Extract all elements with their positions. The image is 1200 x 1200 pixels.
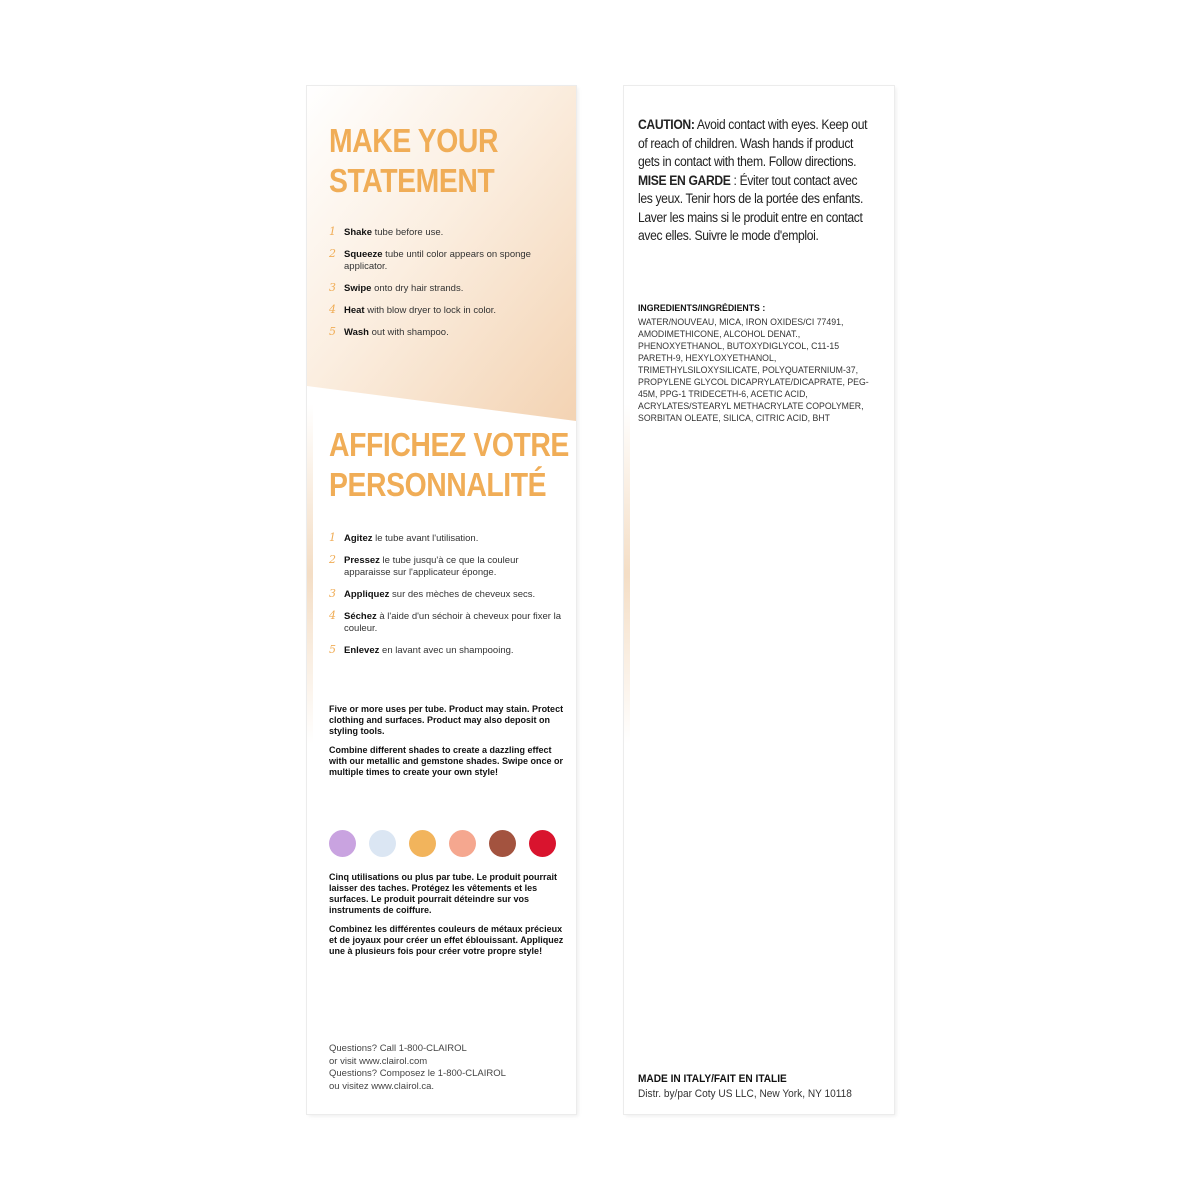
step-verb: Agitez [344, 533, 373, 544]
steps-list-fr [329, 533, 564, 667]
step-number: 4 [329, 303, 336, 316]
note-text: Combine different shades to create a dazzling effect with our metallic and gemstone shades. Swipe once or multiple times to create your own style! [329, 745, 564, 777]
contact-line: or visit www.clairol.com [329, 1055, 428, 1067]
step-item [329, 555, 564, 579]
step-verb: Squeeze [344, 249, 383, 260]
headline-fr: AFFICHEZ VOTRE PERSONNALITÉ [329, 426, 569, 503]
contact-line: ou visitez www.clairol.ca. [329, 1080, 435, 1092]
origin-info [638, 1072, 870, 1102]
step-text: en lavant avec un shampooing. [379, 645, 514, 656]
caution-body-en: Avoid contact with eyes. Keep out of reach of children. Wash hands if product gets in contact with them. Follow directions. [638, 117, 868, 169]
contact-info [329, 1043, 569, 1093]
step-verb: Enlevez [344, 645, 380, 656]
note-text: Five or more uses per tube. Product may stain. Protect clothing and surfaces. Product may also deposit on styling tools. [329, 704, 564, 736]
step-text: tube until color appears on sponge applicator. [344, 249, 531, 272]
step-verb: Swipe [344, 283, 372, 294]
usage-notes-en [329, 704, 567, 786]
note-text: Cinq utilisations ou plus par tube. Le produit pourrait laisser des taches. Protégez les vêtements et les surfaces. Le produit pourrait déteindre sur vos instruments de coiffure. [329, 872, 557, 915]
glitter-strip [307, 404, 313, 744]
shade-swatch [369, 830, 396, 857]
step-number: 1 [329, 225, 336, 238]
headline-en: MAKE YOUR STATEMENT [329, 122, 499, 199]
step-item [329, 533, 564, 545]
step-verb: Séchez [344, 611, 377, 622]
ingredients-list: WATER/NOUVEAU, MICA, IRON OXIDES/CI 77491, AMODIMETHICONE, ALCOHOL DENAT., PHENOXYETHANOL, BUTOXYDIGLYCOL, C11-15 PARETH-9, HEXYLOXYETHANOL, TRIMETHYLSILOXYSILICATE, POLYQUATERNIUM-37, PROPYLENE GLYCOL DICAPRYLATE/DICAPRATE, PEG-45M, PPG-1 TRIDECETH-6, ACETIC ACID, ACRYLATES/STEARYL METHACRYLATE COPOLYMER, SORBITAN OLEATE, SILICA, CITRIC ACID, BHT [638, 317, 869, 424]
steps-list-en [329, 227, 564, 349]
shade-swatch [489, 830, 516, 857]
right-side-panel [624, 86, 894, 1114]
step-verb: Pressez [344, 555, 380, 566]
step-item [329, 283, 564, 295]
caution-text [638, 116, 868, 246]
contact-line: Questions? Composez le 1-800-CLAIROL [329, 1068, 506, 1079]
step-verb: Heat [344, 305, 365, 316]
shade-swatch [449, 830, 476, 857]
made-in-label: MADE IN ITALY/FAIT EN ITALIE [638, 1073, 787, 1085]
step-text: out with shampoo. [368, 327, 449, 338]
step-number: 2 [329, 247, 336, 260]
step-text: le tube jusqu'à ce que la couleur apparaisse sur l'applicateur éponge. [344, 555, 519, 578]
step-text: with blow dryer to lock in color. [364, 305, 497, 316]
step-text: le tube avant l'utilisation. [372, 533, 479, 544]
caution-body-fr: : Éviter tout contact avec les yeux. Tenir hors de la portée des enfants. Laver les mains si le produit entre en contact avec elles. Suivre le mode d'emploi. [638, 172, 864, 243]
step-text: onto dry hair strands. [371, 283, 464, 294]
step-number: 5 [329, 643, 336, 656]
note-text: Combinez les différentes couleurs de métaux précieux et de joyaux pour créer un effet éblouissant. Appliquez une à plusieurs fois pour créer votre propre style! [329, 924, 564, 956]
glitter-strip [624, 404, 630, 744]
step-item [329, 305, 564, 317]
distributor-line: Distr. by/par Coty US LLC, New York, NY 10118 [638, 1088, 852, 1100]
step-verb: Appliquez [344, 589, 390, 600]
shade-swatch [329, 830, 356, 857]
step-number: 1 [329, 531, 336, 544]
step-text: à l'aide d'un séchoir à cheveux pour fixer la couleur. [344, 611, 561, 634]
step-text: tube before use. [372, 227, 444, 238]
step-number: 4 [329, 609, 336, 622]
shade-swatch [409, 830, 436, 857]
ingredients-title: INGREDIENTS/INGRÉDIENTS : [638, 303, 766, 314]
shade-swatches [329, 830, 559, 858]
step-item [329, 249, 564, 273]
usage-notes-fr [329, 872, 567, 965]
step-item [329, 227, 564, 239]
step-item [329, 589, 564, 601]
left-side-panel [307, 86, 576, 1114]
caution-label-fr: MISE EN GARDE [638, 172, 731, 188]
step-number: 3 [329, 587, 336, 600]
contact-line: Questions? Call 1-800-CLAIROL [329, 1043, 467, 1054]
ingredients-block [638, 303, 870, 425]
step-verb: Wash [344, 327, 369, 338]
step-number: 2 [329, 553, 336, 566]
step-item [329, 327, 564, 339]
shade-swatch [529, 830, 556, 857]
caution-label-en: CAUTION: [638, 117, 695, 132]
step-item [329, 611, 564, 635]
step-item [329, 645, 564, 657]
step-verb: Shake [344, 227, 372, 238]
step-number: 5 [329, 325, 336, 338]
step-number: 3 [329, 281, 336, 294]
step-text: sur des mèches de cheveux secs. [389, 589, 536, 600]
